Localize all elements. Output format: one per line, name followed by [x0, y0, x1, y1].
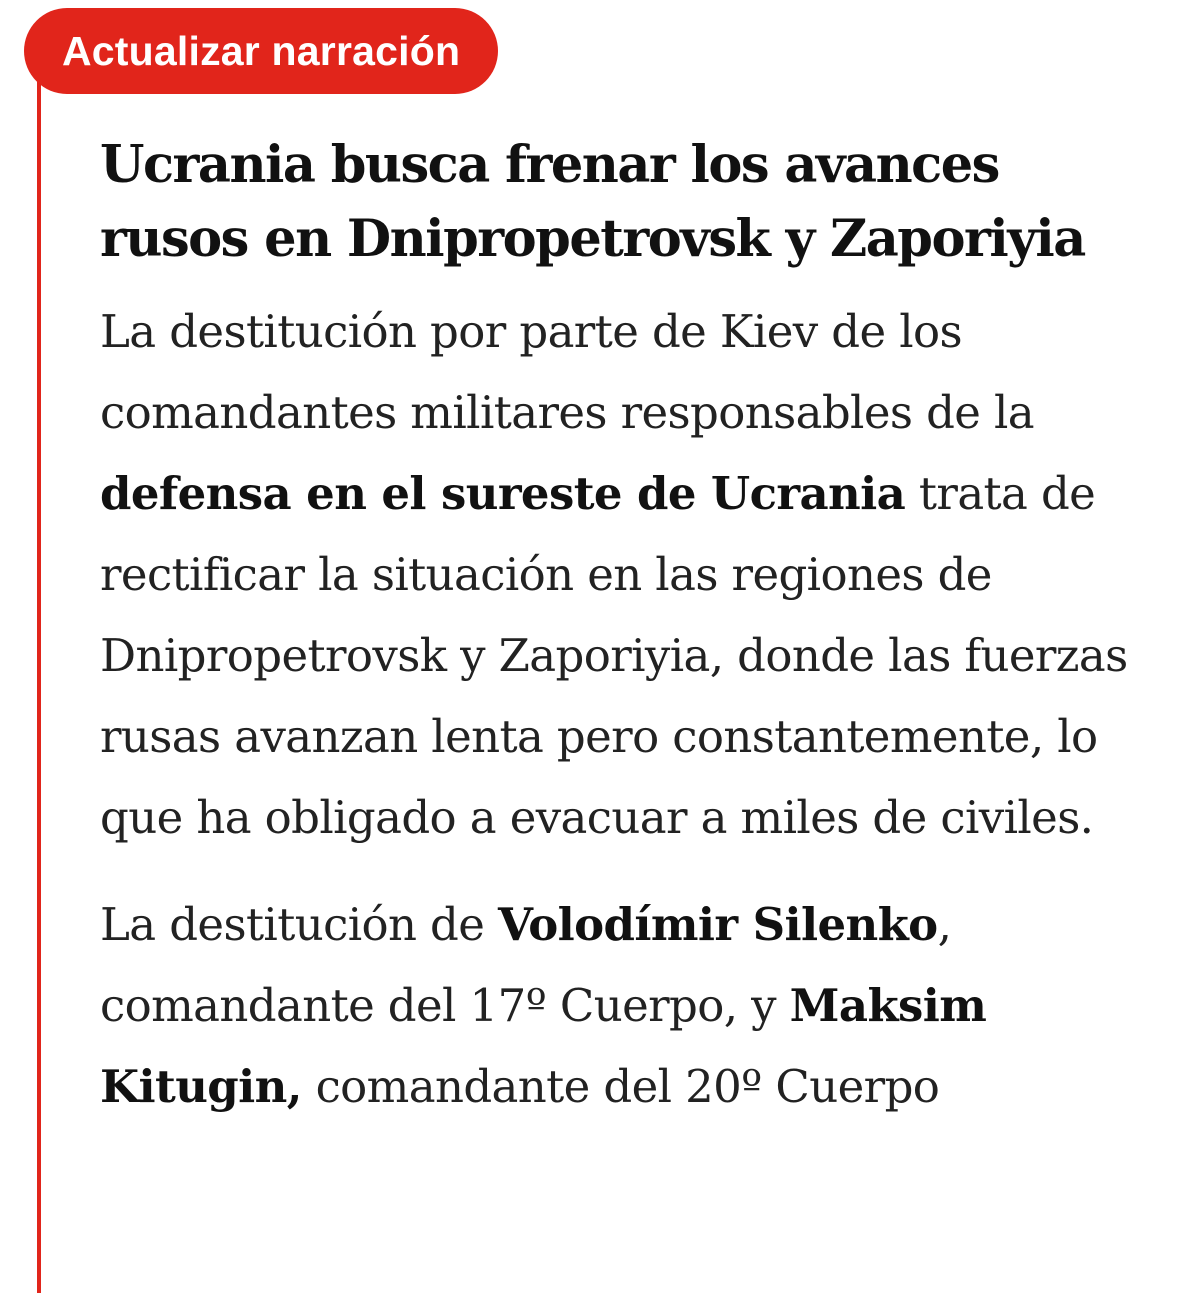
paragraph-emphasis: defensa en el sureste de Ucrania — [100, 467, 906, 520]
post-paragraph-1 — [100, 291, 1140, 858]
person-name: Volodímir Silenko — [498, 898, 938, 951]
paragraph-text: , comandante del 17º Cuerpo, y — [100, 898, 952, 1032]
post-headline: Ucrania busca frenar los avances rusos en Dnipropetrovsk y Zaporiyia — [100, 135, 1085, 269]
update-narration-button[interactable] — [24, 8, 498, 94]
post-paragraph-2 — [100, 884, 1140, 1127]
paragraph-text: La destitución por parte de Kiev de los comandantes militares responsables de la — [100, 305, 1035, 439]
paragraph-text: La destitución de — [100, 898, 499, 951]
timeline-line — [37, 60, 41, 1293]
person-name: Maksim Kitugin, — [100, 979, 987, 1113]
update-narration-label: Actualizar narración — [62, 27, 461, 74]
paragraph-text: comandante del 20º Cuerpo — [301, 1060, 940, 1113]
paragraph-text: trata de rectificar la situación en las regiones de Dnipropetrovsk y Zaporiyia, donde las fuerzas rusas avanzan lenta pero constantemente, lo que ha obligado a evacuar a miles de civiles. — [100, 467, 1128, 844]
live-post — [100, 128, 1140, 1127]
